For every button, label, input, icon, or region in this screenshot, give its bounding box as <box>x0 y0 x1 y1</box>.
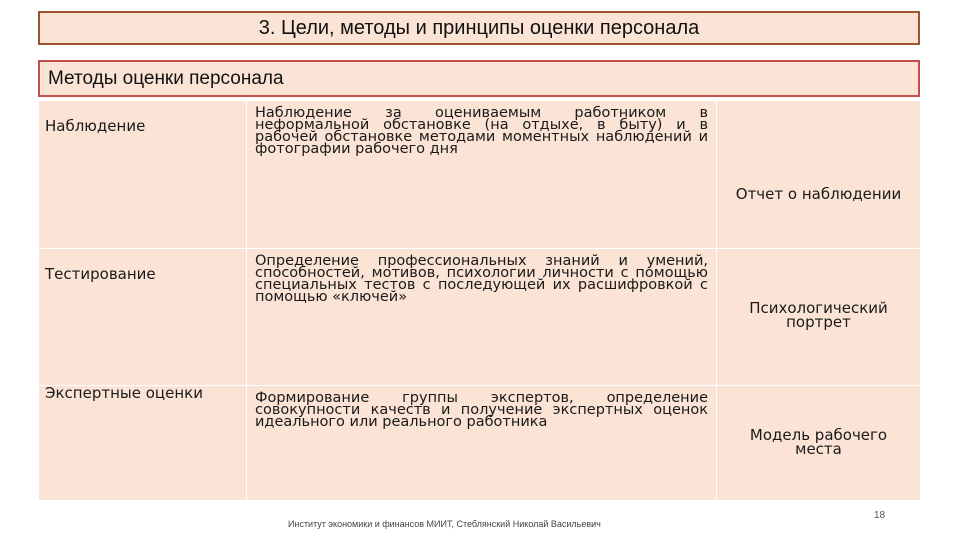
page-number: 18 <box>874 510 886 521</box>
method-result: Психологический портрет <box>717 249 921 386</box>
slide-title: 3. Цели, методы и принципы оценки персонала <box>38 11 920 45</box>
method-result: Модель рабочего места <box>717 386 921 501</box>
section-heading: Методы оценки персонала <box>38 60 920 97</box>
table-row <box>39 101 921 249</box>
method-name: Наблюдение <box>39 101 247 249</box>
table-row <box>39 249 921 386</box>
methods-table <box>38 100 921 501</box>
method-description: Определение профессиональных знаний и умений, способностей, мотивов, психологии личности с помощью специальных тестов с последующей их расшифровкой с помощью «ключей» <box>247 249 717 386</box>
method-result: Отчет о наблюдении <box>717 101 921 249</box>
method-name: Тестирование <box>39 249 247 386</box>
method-description: Формирование группы экспертов, определение совокупности качеств и получение экспертных оценок идеального или реального работника <box>247 386 717 501</box>
method-name: Экспертные оценки <box>39 386 247 501</box>
method-description: Наблюдение за оцениваемым работником в неформальной обстановке (на отдыхе, в быту) и в рабочей обстановке методами моментных наблюдений и фотографии рабочего дня <box>247 101 717 249</box>
footer-text: Институт экономики и финансов МИИТ, Стеблянский Николай Васильевич <box>288 519 601 529</box>
table-row <box>39 386 921 501</box>
